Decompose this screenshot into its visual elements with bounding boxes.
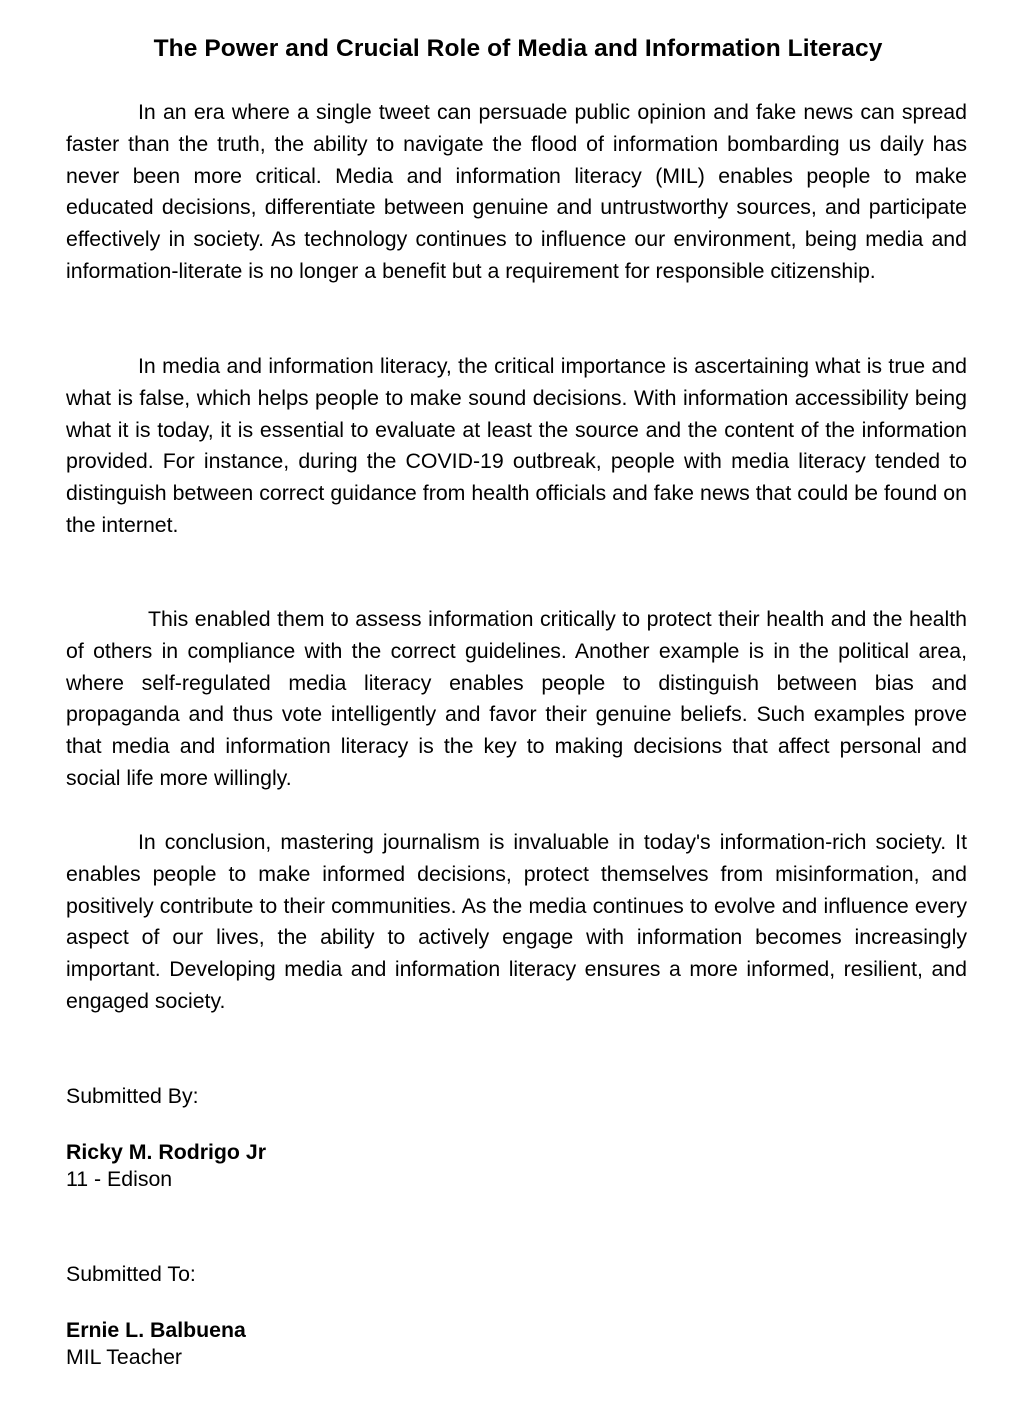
teacher-name: Ernie L. Balbuena bbox=[66, 1318, 246, 1342]
paragraph-conclusion: In conclusion, mastering journalism is invaluable in today's information-rich society. It enables people to make informed decisions, protect themselves from misinformation, and positively contribute to their communities. As the media continues to evolve and influence every aspect of our lives, the ability to actively engage with information becomes increasingly important. Developing media and information literacy ensures a more informed, resilient, and engaged society. bbox=[66, 830, 967, 1013]
submitted-by-label: Submitted By: bbox=[66, 1084, 199, 1108]
paragraph-discernment: In media and information literacy, the critical importance is ascertaining what is true and what is false, which helps people to make sound decisions. With information accessibility being what it is today, it is essential to evaluate at least the source and the content of the information provided. For instance, during the COVID-19 outbreak, people with media literacy tended to distinguish between correct guidance from health officials and fake news that could be found on the internet. bbox=[66, 354, 967, 537]
student-section: 11 - Edison bbox=[66, 1167, 173, 1191]
document-title: The Power and Crucial Role of Media and Information Literacy bbox=[153, 35, 883, 62]
paragraph-introduction: In an era where a single tweet can persuade public opinion and fake news can spread faster than the truth, the ability to navigate the flood of information bombarding us daily has never been more critical. Media and information literacy (MIL) enables people to make educated decisions, differentiate between genuine and untrustworthy sources, and participate effectively in society. As technology continues to influence our environment, being media and information-literate is no longer a benefit but a requirement for responsible citizenship. bbox=[66, 100, 967, 283]
teacher-role: MIL Teacher bbox=[66, 1345, 183, 1369]
student-name: Ricky M. Rodrigo Jr bbox=[66, 1140, 266, 1164]
submitted-to-label: Submitted To: bbox=[66, 1262, 196, 1286]
paragraph-examples: This enabled them to assess information critically to protect their health and the health of others in compliance with the correct guidelines. Another example is in the political area, where self-regulated media literacy enables people to distinguish between bias and propaganda and thus vote intelligently and favor their genuine beliefs. Such examples prove that media and information literacy is the key to making decisions that affect personal and social life more willingly. bbox=[66, 607, 967, 790]
